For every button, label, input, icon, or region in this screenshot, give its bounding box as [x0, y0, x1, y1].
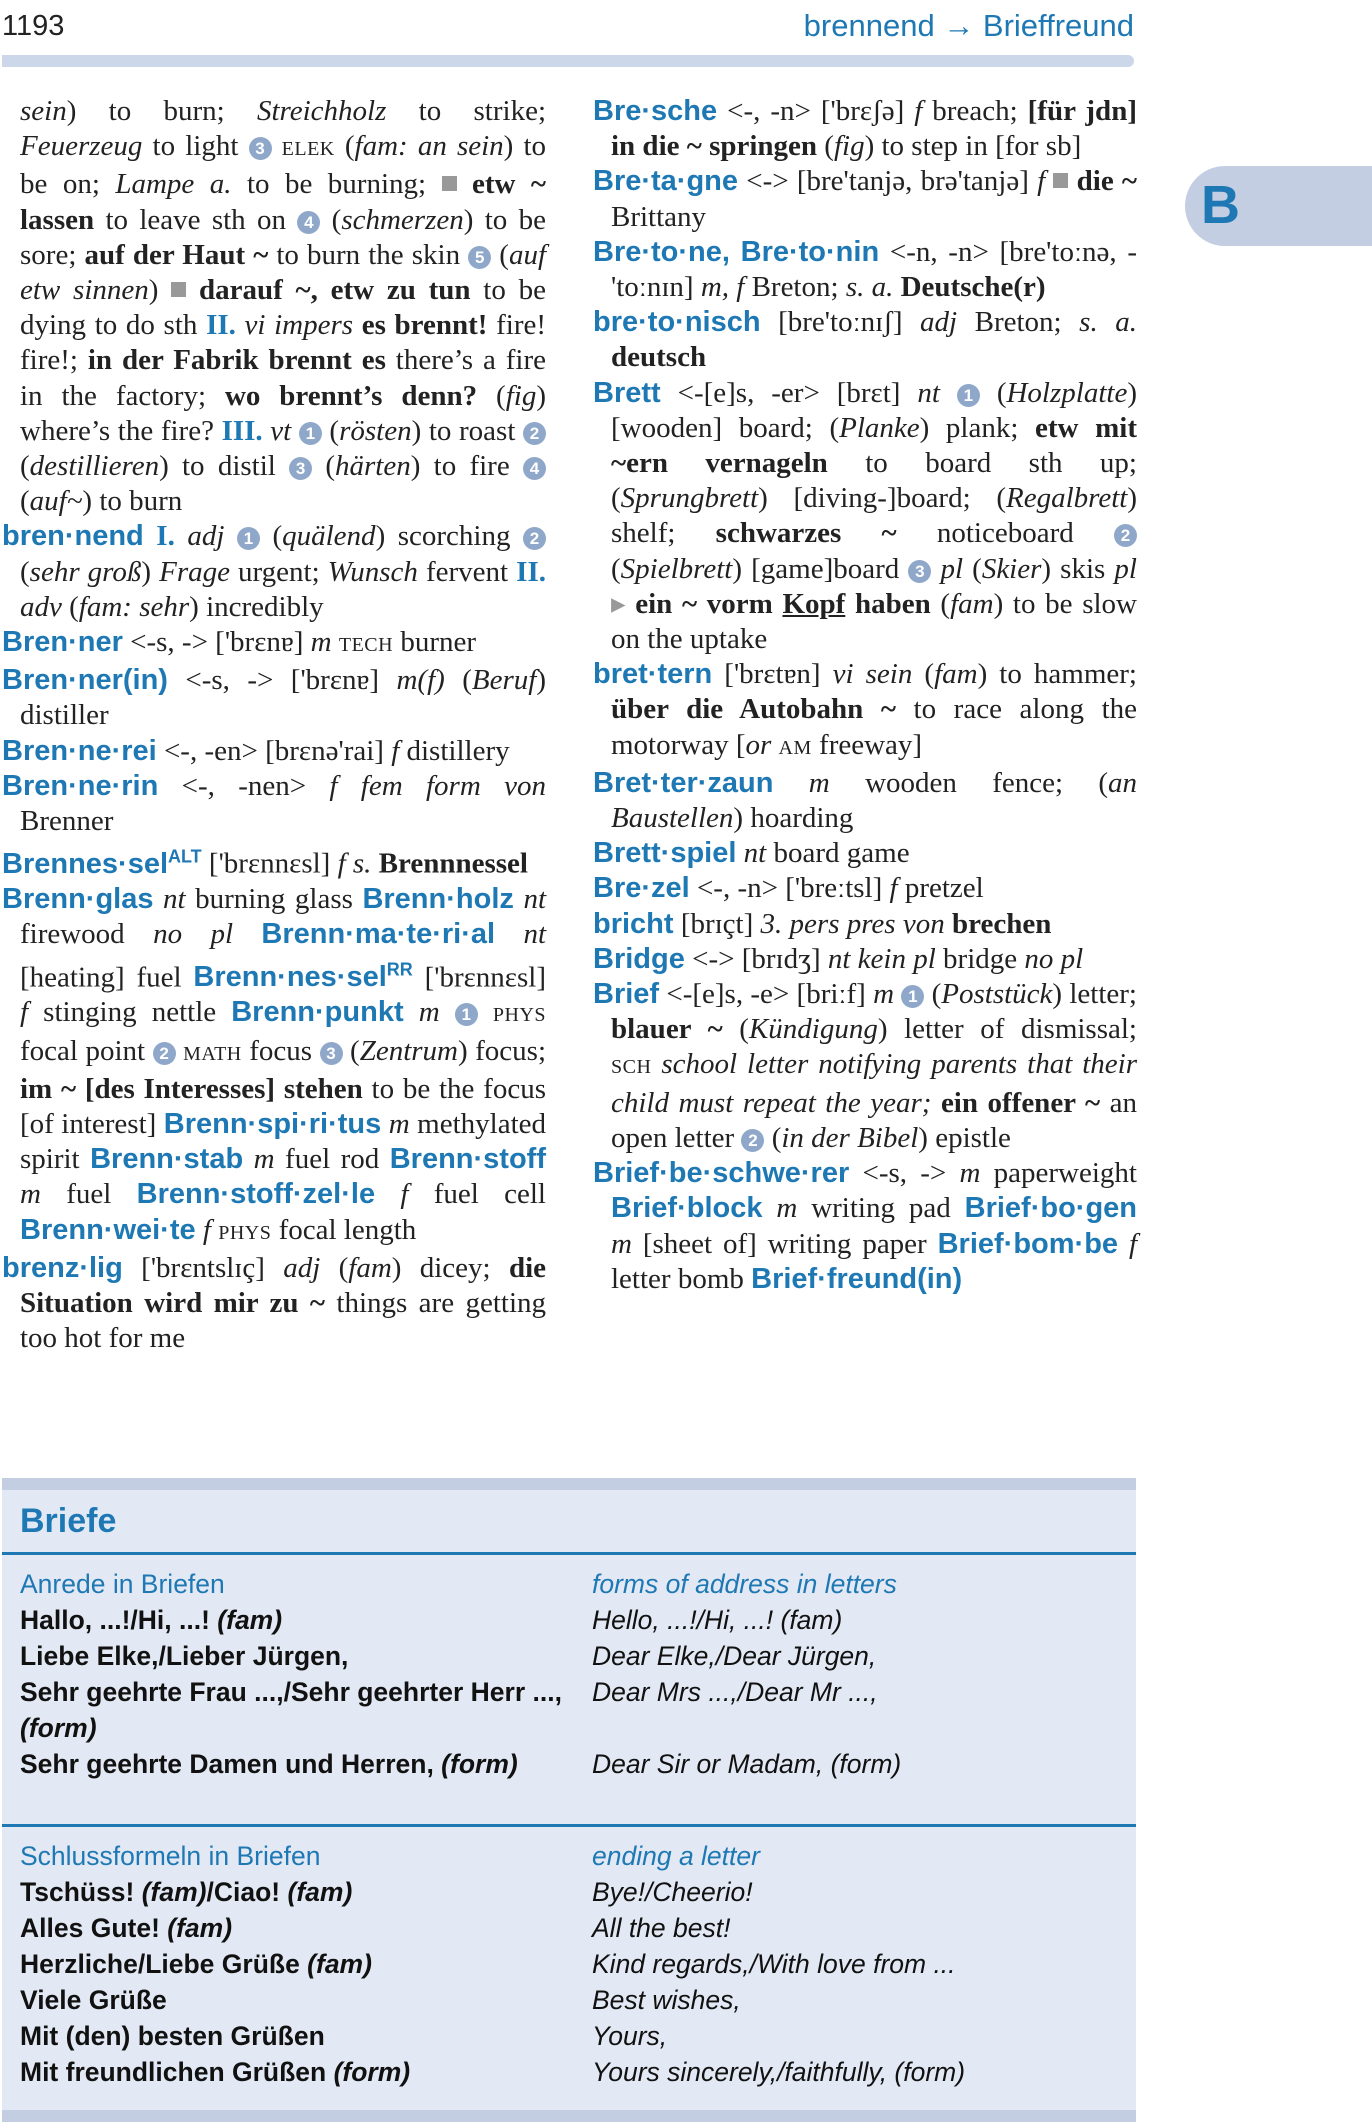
thumb-index-tab[interactable]	[1185, 166, 1372, 246]
dictionary-entry: brenz·lig ['brɛntslɪç] adj (fam) dicey; die Situation wird mir zu ~ things are getting too hot for me	[2, 1251, 546, 1355]
box-row: Hallo, ...!/Hi, ...! (fam)	[20, 1605, 283, 1635]
section-closing-en	[592, 1838, 1132, 2090]
box-rule	[2, 1824, 1136, 1827]
box-row: Sehr geehrte Frau ...,/Sehr geehrter Herr ..., (form)	[20, 1677, 562, 1743]
box-row: Bye!/Cheerio!	[592, 1877, 753, 1907]
section-closing-de	[20, 1838, 580, 2090]
box-row: Sehr geehrte Damen und Herren, (form)	[20, 1749, 518, 1779]
dictionary-entry: sein) to burn; Streichholz to strike; Feuerzeug to light 3 ELEK (fam: an sein) to be on; Lampe a. to be burning; etw ~ lassen to leave sth on 4 (schmerzen) to be sore; auf der Haut ~ to burn the skin 5 (auf etw sinnen) darauf ~, etw zu tun to be dying to do sth II. vi impers es brennt! fire! fire!; in der Fabrik brennt es there’s a fire in the factory; wo brennt’s denn? (fig) where’s the fire? III. vt 1 (rösten) to roast 2 (destillieren) to distil 3 (härten) to fire 4 (auf~) to burn	[20, 95, 547, 518]
row-list	[20, 1874, 580, 2090]
box-row: Dear Sir or Madam, (form)	[592, 1749, 902, 1779]
dictionary-entry: Bren·ner <-s, -> ['brɛnɐ] m TECH burner	[2, 626, 477, 659]
box-row: Yours,	[592, 2021, 668, 2051]
box-row: Yours sincerely,/faithfully, (form)	[592, 2057, 966, 2087]
row-list	[592, 1874, 1132, 2090]
box-row: Viele Grüße	[20, 1985, 167, 2015]
dictionary-entry: Bren·ner(in) <-s, -> ['brɛnɐ] m(f) (Beruf) distiller	[2, 664, 546, 732]
thumb-index-letter: B	[1201, 175, 1240, 235]
dictionary-entry: Brenn·glas nt burning glass Brenn·holz nt firewood no pl Brenn·ma·te·ri·al nt [heating] fuel Brenn·nes·sel$^{RR}$ ['brɛnnɛsl] f stinging nettle Brenn·punkt m 1 PHYS focal point 2 MATH focus 3 (Zentrum) focus; im ~ [des Interesses] stehen to be the focus [of interest] Brenn·spi·ri·tus m methylated spirit Brenn·stab m fuel rod Brenn·stoff m fuel Brenn·stoff·zel·le f fuel cell Brenn·wei·te f PHYS focal length	[2, 883, 547, 1246]
dictionary-entry: Bre·ta·gne <-> [bre'tanjə, brə'tanjə] f die ~ Brittany	[593, 165, 1138, 233]
left-column	[2, 94, 546, 1356]
box-row: Mit (den) besten Grüßen	[20, 2021, 325, 2051]
box-rule	[2, 1552, 1136, 1555]
box-row: Kind regards,/With love from ...	[592, 1949, 956, 1979]
dictionary-entry: bret·tern ['brɛtɐn] vi sein (fam) to hammer; über die Autobahn ~ to race along the motorway [or AM freeway]	[593, 658, 1137, 761]
dictionary-entry: Bret·ter·zaun m wooden fence; (an Baustellen) hoarding	[593, 766, 1137, 835]
box-row: Herzliche/Liebe Grüße (fam)	[20, 1949, 372, 1979]
dictionary-entry: Bre·zel <-, -n> ['breːtsl] f pretzel	[593, 872, 984, 905]
dictionary-entry: Brett <-[e]s, -er> [brɛt] nt 1 (Holzplatte) [wooden] board; (Planke) plank; etw mit ~ern vernageln to board sth up; (Sprungbrett) [diving-]board; (Regalbrett) shelf; schwarzes ~ noticeboard 2 (Spielbrett) [game]board 3 pl (Skier) skis pl ▸ ein ~ vorm Kopf haben (fam) to be slow on the uptake	[593, 376, 1137, 656]
header-rule	[2, 55, 1134, 67]
dictionary-entry: Brett·spiel nt board game	[593, 837, 910, 870]
box-row: Mit freundlichen Grüßen (form)	[20, 2057, 411, 2087]
section-heading: forms of address in letters	[592, 1569, 897, 1599]
section-address-de	[20, 1566, 580, 1782]
dictionary-entry: Brennes·sel$^{ALT}$ ['brɛnnɛsl] f s. Brennnessel	[2, 846, 528, 880]
row-list	[20, 1602, 580, 1782]
box-row: Best wishes,	[592, 1985, 741, 2015]
dictionary-entry: bre·to·nisch [bre'toːnɪʃ] adj Breton; s. a. deutsch	[593, 306, 1137, 374]
box-row: All the best!	[592, 1913, 731, 1943]
running-head: brennend → Brieffreund	[803, 8, 1134, 43]
box-row: Dear Elke,/Dear Jürgen,	[592, 1641, 877, 1671]
box-title: Briefe	[20, 1502, 117, 1540]
box-row: Tschüss! (fam)/Ciao! (fam)	[20, 1877, 353, 1907]
section-address-en	[592, 1566, 1132, 1782]
section-heading: Schlussformeln in Briefen	[20, 1841, 321, 1871]
dictionary-entry: Brief·be·schwe·rer <-s, -> m paperweight Brief·block m writing pad Brief·bo·gen m [sheet of] writing paper Brief·bom·be f letter bomb Brief·freund(in)	[593, 1157, 1138, 1295]
right-column	[593, 94, 1137, 1297]
page-number: 1193	[2, 10, 65, 42]
letters-info-box	[2, 1478, 1136, 2122]
dictionary-entry: Bren·ne·rei <-, -en> [brɛnə'rai] f distillery	[2, 734, 510, 767]
box-row: Liebe Elke,/Lieber Jürgen,	[20, 1641, 349, 1671]
dictionary-entry: bricht [brɪçt] 3. pers pres von brechen	[593, 907, 1052, 940]
box-row: Alles Gute! (fam)	[20, 1913, 233, 1943]
dictionary-entry: bren·nend I. adj 1 (quälend) scorching 2 (sehr groß) Frage urgent; Wunsch fervent II. adv (fam: sehr) incredibly	[2, 520, 546, 623]
dictionary-entry: Bridge <-> [brɪdʒ] nt kein pl bridge no pl	[593, 942, 1084, 975]
dictionary-entry: Bren·ne·rin <-, -nen> f fem form von Brenner	[2, 769, 546, 838]
dictionary-entry: Bre·sche <-, -n> ['brɛʃə] f breach; [für jdn] in die ~ springen (fig) to step in [for sb]	[593, 95, 1137, 163]
box-row: Hello, ...!/Hi, ...! (fam)	[592, 1605, 843, 1635]
section-heading: ending a letter	[592, 1841, 760, 1871]
dictionary-entry: Bre·to·ne, Bre·to·nin <-n, -n> [bre'toːnə, -'toːnɪn] m, f Breton; s. a. Deutsche(r)	[593, 235, 1137, 304]
section-heading: Anrede in Briefen	[20, 1569, 225, 1599]
box-row: Dear Mrs ...,/Dear Mr ...,	[592, 1677, 878, 1707]
row-list	[592, 1602, 1132, 1782]
dictionary-entry: Brief <-[e]s, -e> [briːf] m 1 (Poststück) letter; blauer ~ (Kündigung) letter of dismissal; SCH school letter notifying parents that their child must repeat the year; ein offener ~ an open letter 2 (in der Bibel) epistle	[593, 978, 1138, 1154]
